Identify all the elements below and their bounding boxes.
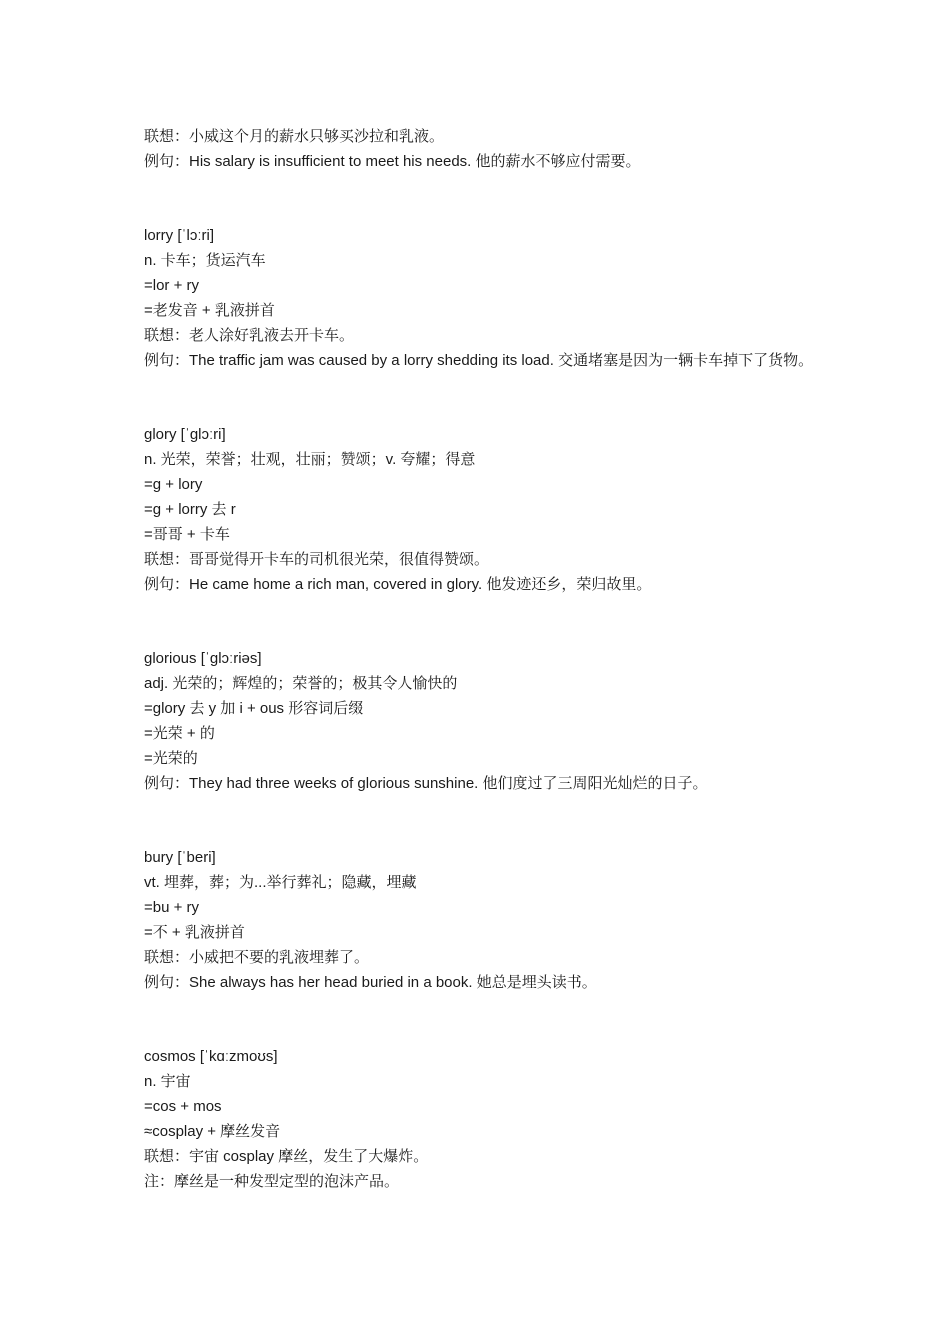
breakdown-line: =哥哥 + 卡车 bbox=[144, 526, 230, 543]
entry-spacer bbox=[144, 597, 824, 646]
word-entry-cosmos bbox=[144, 1044, 824, 1194]
association-line: 联想：小威这个月的薪水只够买沙拉和乳液。 bbox=[144, 128, 445, 145]
word-entry-glorious bbox=[144, 646, 824, 796]
breakdown-line: ≈cosplay + 摩丝发音 bbox=[144, 1123, 281, 1140]
example-sentence: 例句：She always has her head buried in a book. 她总是埋头读书。 bbox=[144, 974, 597, 991]
breakdown-line: =光荣的 bbox=[144, 750, 198, 767]
document-page bbox=[144, 124, 824, 1194]
word-entry-lorry bbox=[144, 223, 824, 373]
breakdown-line: =光荣 + 的 bbox=[144, 725, 215, 742]
entry-spacer bbox=[144, 796, 824, 845]
association-line: 联想：哥哥觉得开卡车的司机很光荣，很值得赞颂。 bbox=[144, 551, 490, 568]
example-sentence: 例句：They had three weeks of glorious sunshine. 他们度过了三周阳光灿烂的日子。 bbox=[144, 775, 708, 792]
breakdown-line: =bu + ry bbox=[144, 899, 200, 916]
breakdown-line: =老发音 + 乳液拼首 bbox=[144, 302, 275, 319]
example-sentence: 例句：His salary is insufficient to meet his needs. 他的薪水不够应付需要。 bbox=[144, 153, 641, 170]
breakdown-line: =glory 去 y 加 i + ous 形容词后缀 bbox=[144, 700, 364, 717]
definition: n. 卡车；货运汽车 bbox=[144, 252, 266, 269]
entry-spacer bbox=[144, 174, 824, 223]
breakdown-line: =不 + 乳液拼首 bbox=[144, 924, 245, 941]
headword: bury [ˈberi] bbox=[144, 849, 216, 866]
word-entry-bury bbox=[144, 845, 824, 995]
association-line: 联想：宇宙 cosplay 摩丝，发生了大爆炸。 bbox=[144, 1148, 429, 1165]
definition: adj. 光荣的；辉煌的；荣誉的；极其令人愉快的 bbox=[144, 675, 458, 692]
entry-spacer bbox=[144, 373, 824, 422]
definition: n. 宇宙 bbox=[144, 1073, 191, 1090]
headword: lorry [ˈlɔːri] bbox=[144, 227, 214, 244]
example-sentence: 例句：The traffic jam was caused by a lorry shedding its load. 交通堵塞是因为一辆卡车掉下了货物。 bbox=[144, 352, 814, 369]
breakdown-line: =cos + mos bbox=[144, 1098, 222, 1115]
definition: vt. 埋葬，葬；为...举行葬礼；隐藏，埋藏 bbox=[144, 874, 417, 891]
word-entry-glory bbox=[144, 422, 824, 597]
entry-spacer bbox=[144, 995, 824, 1044]
headword: cosmos [ˈkɑːzmoʊs] bbox=[144, 1048, 278, 1065]
note-line: 注：摩丝是一种发型定型的泡沫产品。 bbox=[144, 1173, 400, 1190]
breakdown-line: =g + lorry 去 r bbox=[144, 501, 236, 518]
association-line: 联想：小威把不要的乳液埋葬了。 bbox=[144, 949, 370, 966]
example-sentence: 例句：He came home a rich man, covered in glory. 他发迹还乡，荣归故里。 bbox=[144, 576, 652, 593]
definition: n. 光荣，荣誉；壮观，壮丽；赞颂；v. 夸耀；得意 bbox=[144, 451, 476, 468]
headword: glorious [ˈɡlɔːriəs] bbox=[144, 650, 262, 667]
headword: glory [ˈɡlɔːri] bbox=[144, 426, 226, 443]
breakdown-line: =lor + ry bbox=[144, 277, 200, 294]
association-line: 联想：老人涂好乳液去开卡车。 bbox=[144, 327, 355, 344]
breakdown-line: =g + lory bbox=[144, 476, 203, 493]
